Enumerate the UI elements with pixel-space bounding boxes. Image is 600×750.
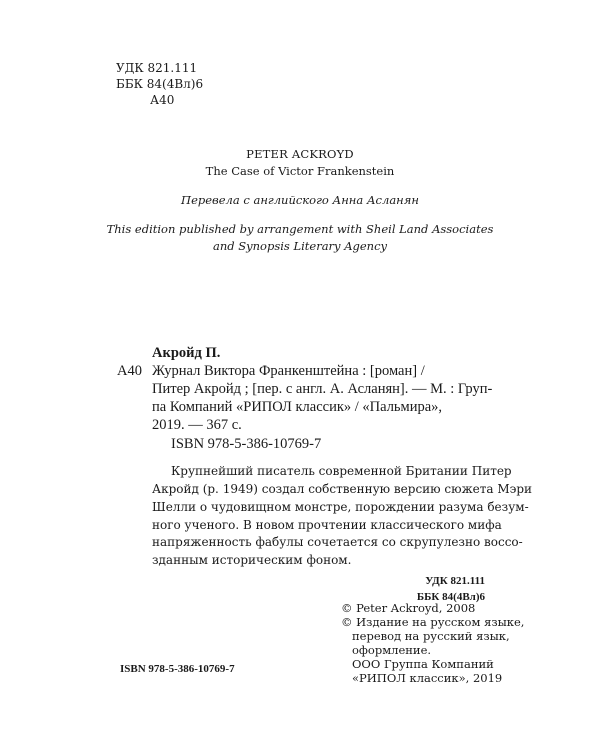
udk-code: УДК 821.111	[116, 61, 198, 75]
copyright-line: © Peter Ackroyd, 2008	[341, 601, 476, 615]
copyright-line: оформление.	[352, 643, 432, 657]
copyright-line: перевод на русский язык,	[352, 629, 510, 643]
bbk-code-bottom: ББК 84(4Вл)6	[416, 591, 485, 603]
copyright-line: «РИПОЛ классик», 2019	[352, 671, 503, 685]
annotation-line: напряженность фабулы сочетается со скрупулезно воссо-	[152, 535, 523, 549]
bibliographic-isbn: ISBN 978-5-386-10769-7	[171, 436, 322, 452]
annotation-line: ного ученого. В новом прочтении классического мифа	[152, 518, 502, 532]
bbk-code: ББК 84(4Вл)6	[116, 77, 204, 91]
edition-note-line-1: This edition published by arrangement with Sheil Land Associates	[106, 222, 494, 236]
translator-credit: Перевела с английского Анна Асланян	[181, 193, 419, 207]
author-mark-top: А40	[150, 93, 175, 107]
bibliographic-author-mark: А40	[117, 363, 142, 379]
original-title: The Case of Victor Frankenstein	[205, 164, 395, 178]
udk-code-bottom: УДК 821.111	[425, 575, 485, 587]
bibliographic-line: 2019. — 367 с.	[152, 417, 242, 433]
copyright-line: ООО Группа Компаний	[352, 657, 494, 671]
bibliographic-line: Питер Акройд ; [пер. с англ. А. Асланян]. — М. : Груп-	[152, 381, 493, 397]
copyright-line: © Издание на русском языке,	[341, 615, 525, 629]
isbn-bottom: ISBN 978-5-386-10769-7	[120, 663, 235, 675]
original-author: PETER ACKROYD	[246, 147, 354, 161]
annotation-line: зданным историческим фоном.	[152, 553, 352, 567]
edition-note-line-2: and Synopsis Literary Agency	[212, 239, 388, 253]
bibliographic-author-heading: Акройд П.	[152, 345, 221, 361]
annotation-line: Крупнейший писатель современной Британии Питер	[171, 464, 512, 478]
bibliographic-line: па Компаний «РИПОЛ классик» / «Пальмира»,	[152, 399, 443, 415]
annotation-line: Шелли о чудовищном монстре, порождении разума безум-	[152, 500, 529, 514]
bibliographic-line: Журнал Виктора Франкенштейна : [роман] /	[152, 363, 425, 379]
annotation-line: Акройд (р. 1949) создал собственную версию сюжета Мэри	[152, 482, 533, 496]
